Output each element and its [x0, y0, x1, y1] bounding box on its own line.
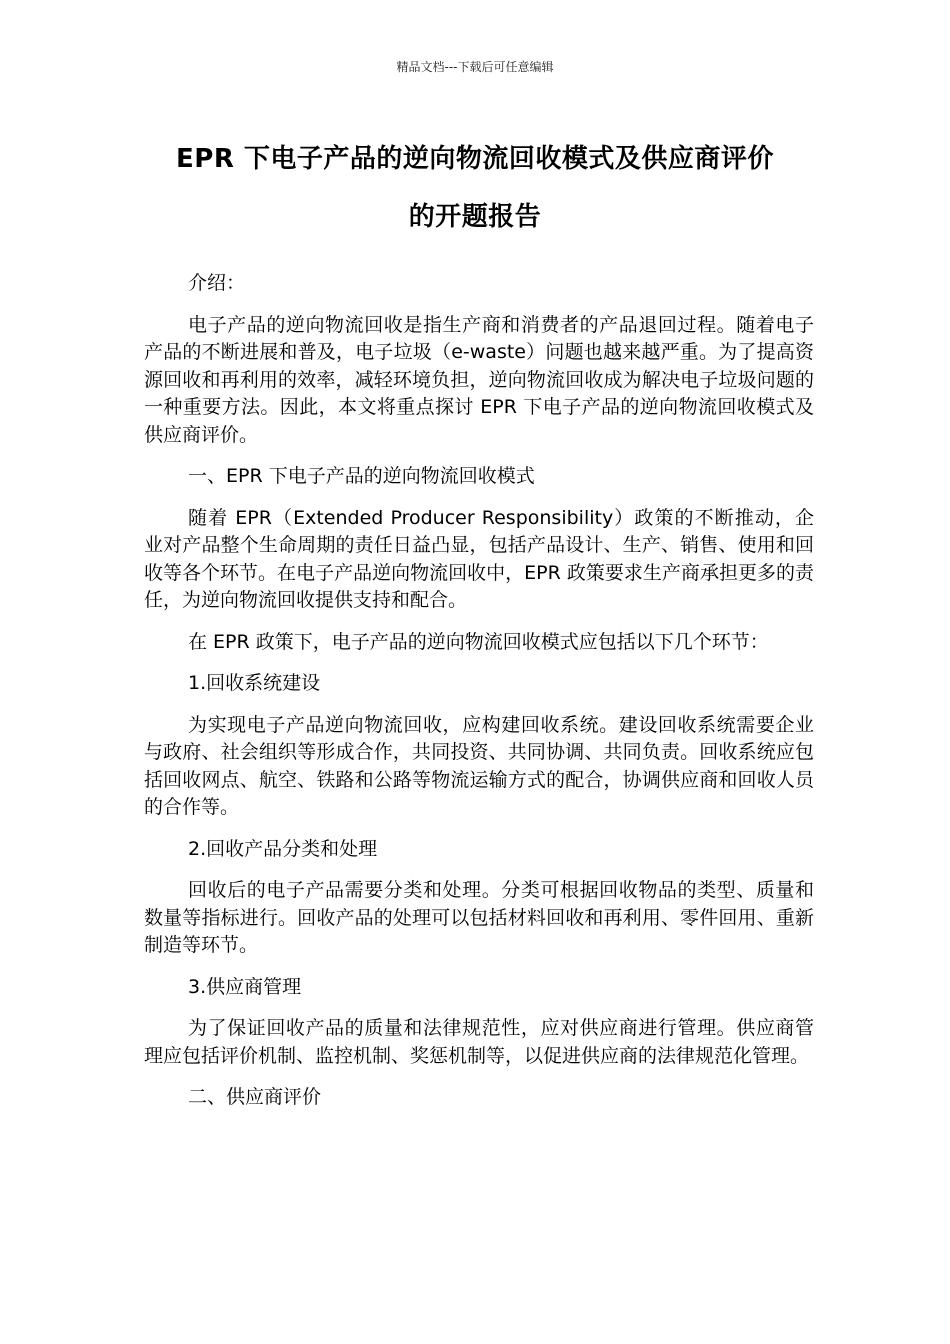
header-note: 精品文档---下载后可任意编辑: [396, 60, 554, 74]
paragraph: 回收后的电子产品需要分类和处理。分类可根据回收物品的类型、质量和数量等指标进行。回收产品的处理可以包括材料回收和再利用、零件回用、重新制造等环节。: [144, 879, 814, 956]
section-heading: 一、EPR 下电子产品的逆向物流回收模式: [188, 465, 535, 487]
paragraph: 在 EPR 政策下，电子产品的逆向物流回收模式应包括以下几个环节：: [188, 630, 769, 653]
paragraph: 为实现电子产品逆向物流回收，应构建回收系统。建设回收系统需要企业与政府、社会组织等形成合作，共同投资、共同协调、共同负责。回收系统应包括回收网点、航空、铁路和公路等物流运输方式的配合，协调供应商和回收人员的合作等。: [144, 713, 814, 818]
document-body: [144, 270, 814, 1126]
subsection-heading: 2.回收产品分类和处理: [188, 837, 378, 860]
subsection-heading: 3.供应商管理: [188, 975, 302, 998]
paragraph: 为了保证回收产品的质量和法律规范性，应对供应商进行管理。供应商管理应包括评价机制、监控机制、奖惩机制等，以促进供应商的法律规范化管理。: [144, 1017, 814, 1067]
paragraph: 电子产品的逆向物流回收是指生产商和消费者的产品退回过程。随着电子产品的不断进展和普及，电子垃圾（e-waste）问题也越来越严重。为了提高资源回收和再利用的效率，减轻环境负担，逆向物流回收成为解决电子垃圾问题的一种重要方法。因此，本文将重点探讨 EPR 下电子产品的逆向物流回收模式及供应商评价。: [144, 313, 814, 446]
intro-label: 介绍：: [188, 272, 246, 294]
document-title-line-1: EPR 下电子产品的逆向物流回收模式及供应商评价: [176, 144, 774, 174]
section-heading: 二、供应商评价: [188, 1086, 322, 1108]
subsection-heading: 1.回收系统建设: [188, 672, 321, 694]
document-title-line-2: 的开题报告: [408, 202, 542, 232]
paragraph: 随着 EPR（Extended Producer Responsibility）政策的不断推动，企业对产品整个生命周期的责任日益凸显，包括产品设计、生产、销售、使用和回收等各个环节。在电子产品逆向物流回收中，EPR 政策要求生产商承担更多的责任，为逆向物流回收提供支持和配合。: [144, 506, 814, 611]
